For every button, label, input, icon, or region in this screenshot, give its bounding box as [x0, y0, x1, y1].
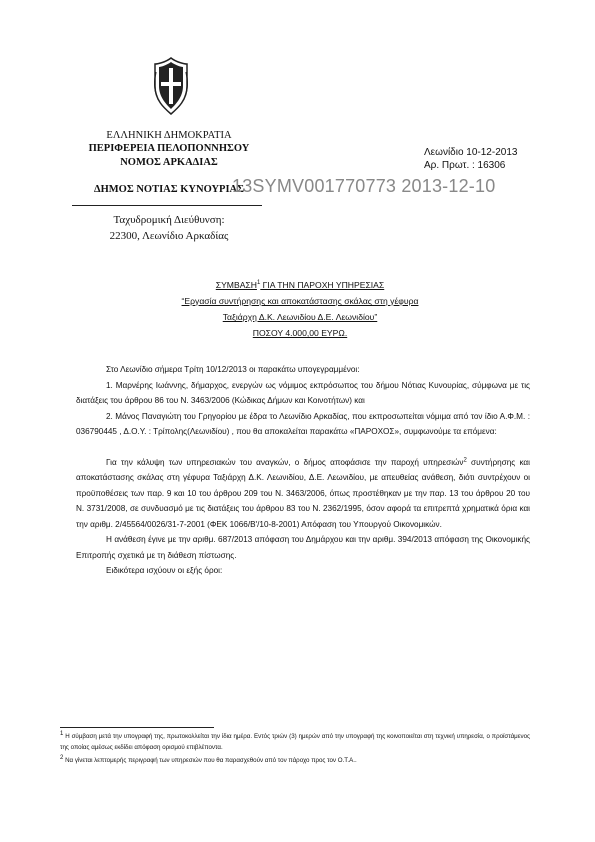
contract-subject-line1: “Εργασία συντήρησης και αποκατάστασης σκάλας στη γέφυρα — [181, 296, 419, 306]
decision-paragraph: Η ανάθεση έγινε με την αριθμ. 687/2013 απόφαση του Δημάρχου και την αριθμ. 394/2013 απόφαση της Οικονομικής Επιτροπής σχετικά με τη διάθεση πίστωσης. — [76, 535, 530, 560]
footnote-divider — [60, 727, 214, 728]
footnote-2-text: Να γίνεται λεπτομερής περιγραφή των υπηρεσιών που θα παρασχεθούν από τον πάροχο προς τον Ο.Τ.Α.. — [63, 757, 357, 764]
ada-watermark: 13SYMV001770773 2013-12-10 — [232, 176, 496, 196]
contract-title-main: ΣΥΜΒΑΣΗ — [215, 280, 257, 290]
contract-title — [100, 278, 500, 294]
header-divider — [72, 205, 262, 206]
footnote-ref-2: 2 — [463, 456, 467, 463]
terms-intro: Ειδικότερα ισχύουν οι εξής όροι: — [106, 566, 223, 575]
municipality-name: ΔΗΜΟΣ ΝΟΤΙΑΣ ΚΥΝΟΥΡΙΑΣ — [94, 184, 244, 195]
region-name: ΠΕΡΙΦΕΡΕΙΑ ΠΕΛΟΠΟΝΝΗΣΟΥ — [88, 143, 250, 154]
assignment-text-a: Για την κάλυψη των υπηρεσιακών του αναγκών, ο δήμος αποφάσισε την παροχή υπηρεσιών — [106, 457, 464, 467]
contract-amount: ΠΟΣΟΥ 4.000,00 ΕΥΡΩ. — [252, 328, 348, 338]
protocol-number: Αρ. Πρωτ. : 16306 — [424, 160, 506, 171]
prefecture-name: ΝΟΜΟΣ ΑΡΚΑΔΙΑΣ — [120, 157, 218, 168]
place-date: Λεωνίδιο 10-12-2013 — [424, 147, 518, 158]
assignment-text-b: συντήρησης και αποκατάστασης σκάλας στη γέφυρα Ταξιάρχη Δ.Κ. Λεωνιδίου, Δ.Ε. Λεωνιδίου, με απευθείας ανάθεση, διότι συντρέχουν οι προϋποθέσεις των παρ. 9 και 10 του άρθρου 209 του Ν. 3463/2006, όπως προστέθηκαν με την παρ. 13 του άρθρου 20 του Ν. 3731/2008, σε συνδυασμό με τις διατάξεις του άρθρου 83 του Ν. 2362/1995, όσον αφορά τα επιτρεπτά χρηματικά όρια και την αριθμ. 2/45564/0026/31-7-2001 (ΦΕΚ 1066/Β'/10-8-2001) Απόφαση του Υπουργού Οικονομικών. — [76, 457, 530, 529]
footnote-2 — [60, 755, 530, 766]
contract-subject-line2: Ταξιάρχη Δ.Κ. Λεωνιδίου Δ.Ε. Λεωνιδίου” — [222, 312, 378, 322]
contract-body — [76, 362, 530, 579]
footnote-1 — [60, 731, 530, 753]
assignment-paragraph — [76, 455, 530, 533]
country-name: ΕΛΛΗΝΙΚΗ ΔΗΜΟΚΡΑΤΙΑ — [106, 130, 232, 141]
footnote-1-number: 1 — [60, 730, 64, 737]
footnote-2-number: 2 — [60, 754, 64, 761]
postal-label: Ταχυδρομική Διεύθυνση: — [113, 214, 225, 226]
party-1-paragraph: 1. Μαρνέρης Ιωάννης, δήμαρχος, ενεργών ως νόμιμος εκπρόσωπος του δήμου Νότιας Κυνουρίας, σύμφωνα με τις διατάξεις του άρθρου 86 του Ν. 3463/2006 (Κώδικας Δήμων και Κοινοτήτων) και — [76, 380, 530, 405]
contract-title-rest: ΓΙΑ ΤΗΝ ΠΑΡΟΧΗ ΥΠΗΡΕΣΙΑΣ — [260, 280, 385, 290]
footnote-ref-1: 1 — [256, 280, 261, 287]
footnote-1-text: Η σύμβαση μετά την υπογραφή της, πρωτοκολλείται την ίδια ημέρα. Εντός τριών (3) ημερών από την υπογραφή της κοινοποιείται στη τεχνική υπηρεσία, ο προϊστάμενος της οποίας αμέσως εκδίδει απόφαση ορισμού επιβλέποντα. — [60, 733, 530, 751]
postal-address: 22300, Λεωνίδιο Αρκαδίας — [109, 230, 229, 242]
greek-coat-of-arms-icon — [152, 56, 190, 116]
intro-paragraph: Στο Λεωνίδιο σήμερα Τρίτη 10/12/2013 οι παρακάτω υπογεγραμμένοι: — [106, 365, 360, 374]
party-2-paragraph: 2. Μάνος Παναγιώτη του Γρηγορίου με έδρα το Λεωνίδιο Αρκαδίας, που εκπροσωπείται νόμιμα από τον ίδιο Α.Φ.Μ. : 036790445 , Δ.Ο.Υ. : Τρίπολης(Λεωνιδίου) , που θα αποκαλείται παρακάτω «ΠΑΡΟΧΟΣ», συμφωνούμε τα επόμενα: — [76, 411, 530, 436]
